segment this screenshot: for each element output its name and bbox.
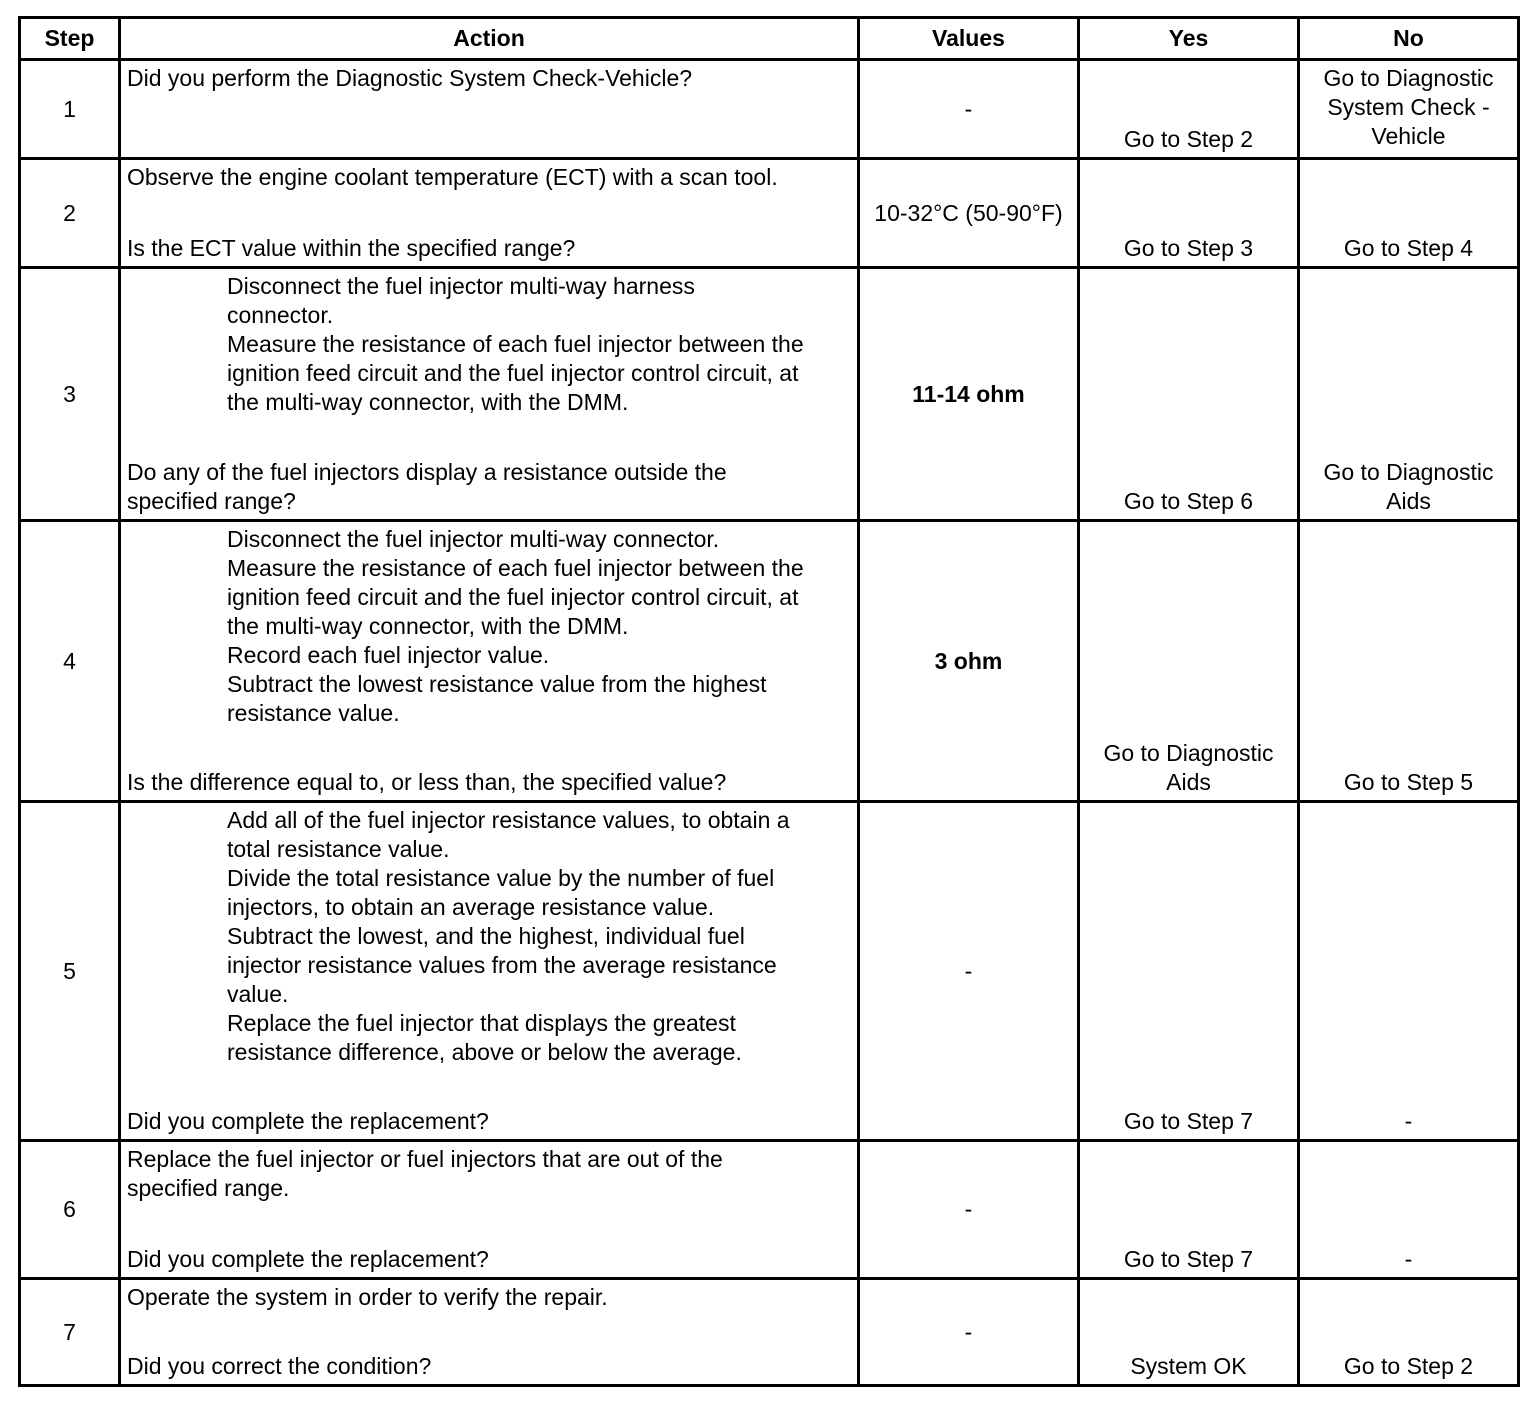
yes-line: Go to Step 2 xyxy=(1123,126,1254,152)
no-line: Vehicle xyxy=(1371,123,1446,149)
question-line: Did you complete the replacement? xyxy=(127,1108,489,1134)
step-number: 3 xyxy=(63,380,76,407)
action-step-line: Measure the resistance of each fuel injector between the xyxy=(227,555,804,581)
no-text xyxy=(1323,64,1493,151)
action-line: Did you perform the Diagnostic System Check-Vehicle? xyxy=(127,65,693,91)
action-text xyxy=(127,163,853,192)
table-row xyxy=(21,803,1517,1142)
no-cell xyxy=(1300,1142,1517,1277)
header-values: Values xyxy=(932,25,1005,51)
action-step-line: injectors, to obtain an average resistance value. xyxy=(227,894,715,920)
no-line: - xyxy=(1404,1108,1413,1134)
question-line: Did you complete the replacement? xyxy=(127,1246,489,1272)
no-line: Go to Diagnostic xyxy=(1323,65,1494,91)
step-number: 5 xyxy=(63,957,76,984)
action-step-line: ignition feed circuit and the fuel injector control circuit, at xyxy=(227,360,799,386)
yes-text xyxy=(1124,234,1253,263)
yes-text xyxy=(1124,1245,1253,1274)
question-line: Do any of the fuel injectors display a resistance outside the xyxy=(127,459,727,485)
yes-line: Aids xyxy=(1166,769,1211,795)
action-question xyxy=(127,458,853,516)
action-question xyxy=(127,1107,853,1136)
no-line: Go to Step 2 xyxy=(1343,1353,1474,1379)
action-text xyxy=(127,1283,853,1312)
value-cell: 3 ohm xyxy=(934,647,1003,674)
step-number: 4 xyxy=(63,647,76,674)
value-cell: - xyxy=(964,1318,973,1345)
action-step-line: Replace the fuel injector that displays the greatest xyxy=(227,1010,736,1036)
yes-text xyxy=(1124,125,1253,154)
diagnostic-table xyxy=(18,16,1520,1387)
value-cell: - xyxy=(964,95,973,122)
step-number: 2 xyxy=(63,199,76,226)
yes-line: Go to Diagnostic xyxy=(1103,740,1274,766)
no-cell xyxy=(1300,61,1517,157)
action-steps xyxy=(227,806,853,1067)
no-text xyxy=(1405,1245,1413,1274)
action-line: Replace the fuel injector or fuel injectors that are out of the xyxy=(127,1146,723,1172)
table-row xyxy=(21,61,1517,160)
yes-cell xyxy=(1080,61,1297,157)
action-cell xyxy=(121,522,857,800)
yes-cell xyxy=(1080,522,1297,800)
question-line: Is the ECT value within the specified range? xyxy=(127,235,576,261)
yes-text xyxy=(1124,1107,1253,1136)
action-step-line: resistance value. xyxy=(227,700,400,726)
no-cell xyxy=(1300,1280,1517,1384)
action-question xyxy=(127,234,853,263)
action-cell xyxy=(121,269,857,519)
yes-line: Go to Step 3 xyxy=(1123,235,1254,261)
action-step-line: resistance difference, above or below the average. xyxy=(227,1039,742,1065)
no-cell xyxy=(1300,160,1517,266)
yes-cell xyxy=(1080,160,1297,266)
step-number: 6 xyxy=(63,1196,76,1222)
action-text xyxy=(127,1145,853,1203)
header-step: Step xyxy=(44,25,95,51)
no-line: Go to Step 4 xyxy=(1343,235,1474,261)
question-line: specified range? xyxy=(127,488,296,514)
no-text xyxy=(1323,458,1493,516)
action-step-line: ignition feed circuit and the fuel injector control circuit, at xyxy=(227,584,799,610)
action-cell xyxy=(121,160,857,266)
yes-text xyxy=(1103,739,1273,797)
yes-line: Go to Step 7 xyxy=(1123,1246,1254,1272)
yes-cell xyxy=(1080,803,1297,1139)
yes-line: Go to Step 6 xyxy=(1123,488,1254,514)
question-line: Is the difference equal to, or less than, the specified value? xyxy=(127,769,727,795)
action-step-line: Measure the resistance of each fuel injector between the xyxy=(227,331,804,357)
action-step-line: Subtract the lowest resistance value from the highest xyxy=(227,671,767,697)
action-step-line: the multi-way connector, with the DMM. xyxy=(227,613,629,639)
no-text xyxy=(1344,234,1473,263)
yes-line: System OK xyxy=(1130,1353,1247,1379)
value-cell: 11-14 ohm xyxy=(912,380,1025,407)
value-cell: 10-32°C (50-90°F) xyxy=(874,199,1063,226)
no-text xyxy=(1405,1107,1413,1136)
no-line: Aids xyxy=(1386,488,1431,514)
action-step-line: Add all of the fuel injector resistance values, to obtain a xyxy=(227,807,790,833)
action-step-line: connector. xyxy=(227,302,334,328)
step-number: 1 xyxy=(63,95,76,122)
action-step-line: Disconnect the fuel injector multi-way harness xyxy=(227,273,695,299)
action-cell xyxy=(121,1280,857,1384)
no-line: Go to Step 5 xyxy=(1343,769,1474,795)
value-cell: - xyxy=(964,1196,973,1222)
yes-cell xyxy=(1080,1280,1297,1384)
action-question xyxy=(127,1352,853,1381)
yes-line: Go to Step 7 xyxy=(1123,1108,1254,1134)
question-line: Did you correct the condition? xyxy=(127,1353,432,1379)
action-steps xyxy=(227,272,853,417)
no-cell xyxy=(1300,269,1517,519)
value-cell: - xyxy=(964,957,973,984)
header-row xyxy=(21,19,1517,61)
action-line: specified range. xyxy=(127,1175,290,1201)
action-step-line: total resistance value. xyxy=(227,836,450,862)
no-line: - xyxy=(1404,1246,1413,1272)
table-row xyxy=(21,269,1517,522)
yes-text xyxy=(1124,487,1253,516)
action-step-line: Disconnect the fuel injector multi-way connector. xyxy=(227,526,720,552)
action-cell xyxy=(121,1142,857,1277)
action-step-line: Record each fuel injector value. xyxy=(227,642,550,668)
action-step-line: value. xyxy=(227,981,289,1007)
action-line: Operate the system in order to verify the repair. xyxy=(127,1284,608,1310)
action-line: Observe the engine coolant temperature (ECT) with a scan tool. xyxy=(127,164,778,190)
no-line: System Check - xyxy=(1327,94,1490,120)
action-step-line: Divide the total resistance value by the number of fuel xyxy=(227,865,775,891)
action-steps xyxy=(227,525,853,728)
yes-cell xyxy=(1080,1142,1297,1277)
table-row xyxy=(21,1280,1517,1384)
table-row xyxy=(21,1142,1517,1280)
header-action: Action xyxy=(453,25,525,51)
action-step-line: Subtract the lowest, and the highest, individual fuel xyxy=(227,923,745,949)
header-no: No xyxy=(1393,25,1424,51)
action-step-line: the multi-way connector, with the DMM. xyxy=(227,389,629,415)
no-cell xyxy=(1300,803,1517,1139)
yes-text xyxy=(1130,1352,1246,1381)
action-cell xyxy=(121,61,857,157)
table-row xyxy=(21,522,1517,803)
action-question xyxy=(127,768,853,797)
step-number: 7 xyxy=(63,1318,76,1345)
no-text xyxy=(1344,1352,1473,1381)
yes-cell xyxy=(1080,269,1297,519)
action-text xyxy=(127,64,853,93)
action-question xyxy=(127,1245,853,1274)
no-cell xyxy=(1300,522,1517,800)
no-text xyxy=(1344,768,1473,797)
action-cell xyxy=(121,803,857,1139)
no-line: Go to Diagnostic xyxy=(1323,459,1494,485)
action-step-line: injector resistance values from the average resistance xyxy=(227,952,777,978)
header-yes: Yes xyxy=(1168,25,1209,51)
table-row xyxy=(21,160,1517,269)
